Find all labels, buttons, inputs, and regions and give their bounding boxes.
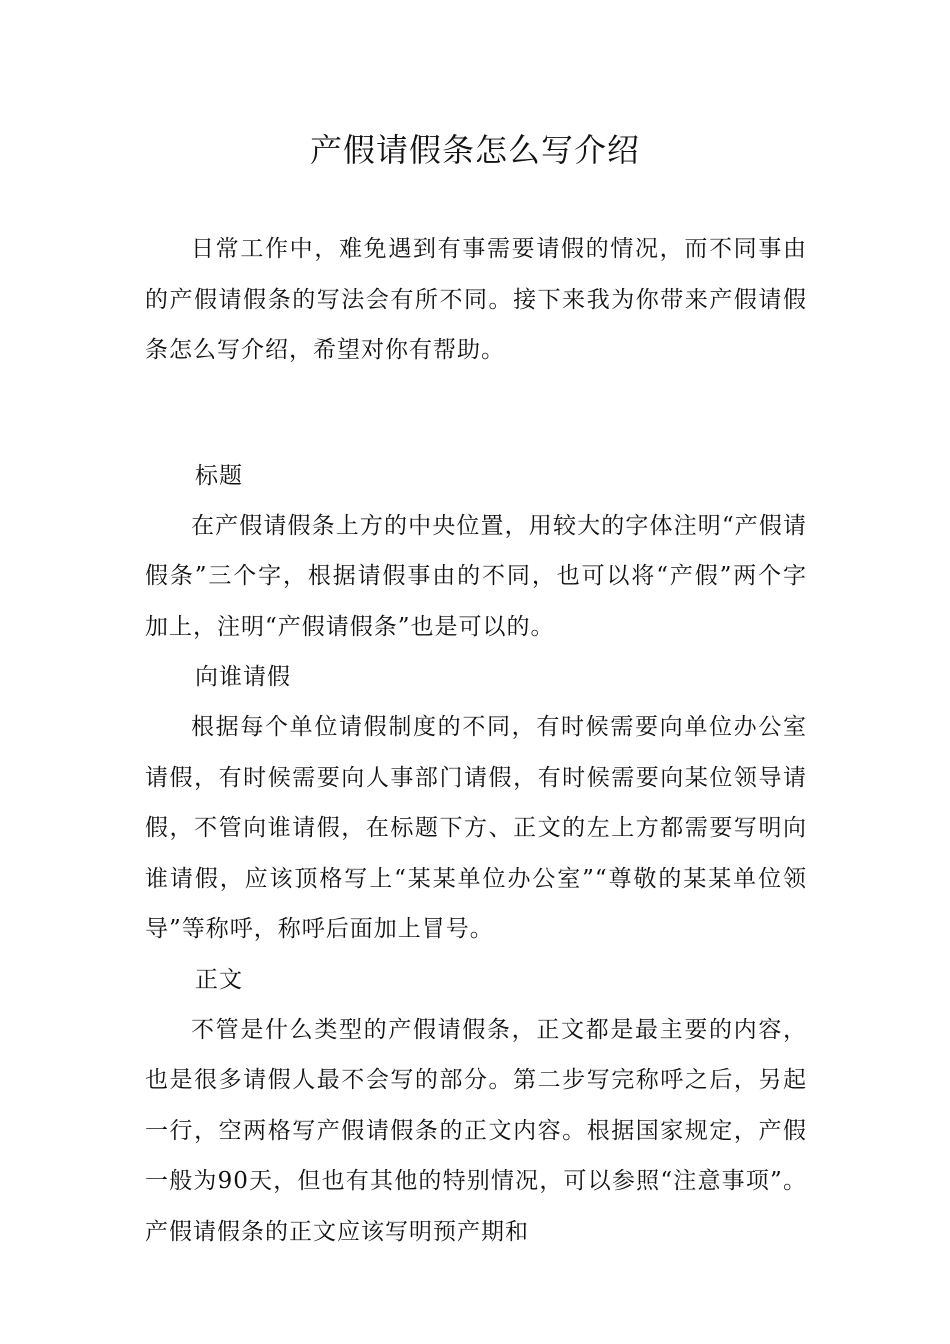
section-paragraph-body: 不管是什么类型的产假请假条，正文都是最主要的内容，也是很多请假人最不会写的部分。第二步写完称呼之后，另起一行，空两格写产假请假条的正文内容。根据国家规定，产假一般为90天，但也有其他的特别情况，可以参照“注意事项”。产假请假条的正文应该写明预产期和: [145, 1016, 807, 1245]
document-body: [145, 224, 807, 1257]
intro-paragraph: 日常工作中，难免遇到有事需要请假的情况，而不同事由的产假请假条的写法会有所不同。接下来我为你带来产假请假条怎么写介绍，希望对你有帮助。: [145, 236, 807, 363]
section-heading-body: 正文: [195, 966, 243, 993]
document-title: 产假请假条怎么写介绍: [309, 131, 640, 169]
section-paragraph-title: 在产假请假条上方的中央位置，用较大的字体注明“产假请假条”三个字，根据请假事由的不同，也可以将“产假”两个字加上，注明“产假请假条”也是可以的。: [145, 512, 807, 640]
section-heading-recipient: 向谁请假: [195, 664, 291, 690]
section-paragraph-recipient: 根据每个单位请假制度的不同，有时候需要向单位办公室请假，有时候需要向人事部门请假，有时候需要向某位领导请假，不管向谁请假，在标题下方、正文的左上方都需要写明向谁请假，应该顶格写上“某某单位办公室”“尊敬的某某单位领导”等称呼，称呼后面加上冒号。: [145, 714, 807, 942]
section-heading-title: 标题: [195, 462, 243, 489]
